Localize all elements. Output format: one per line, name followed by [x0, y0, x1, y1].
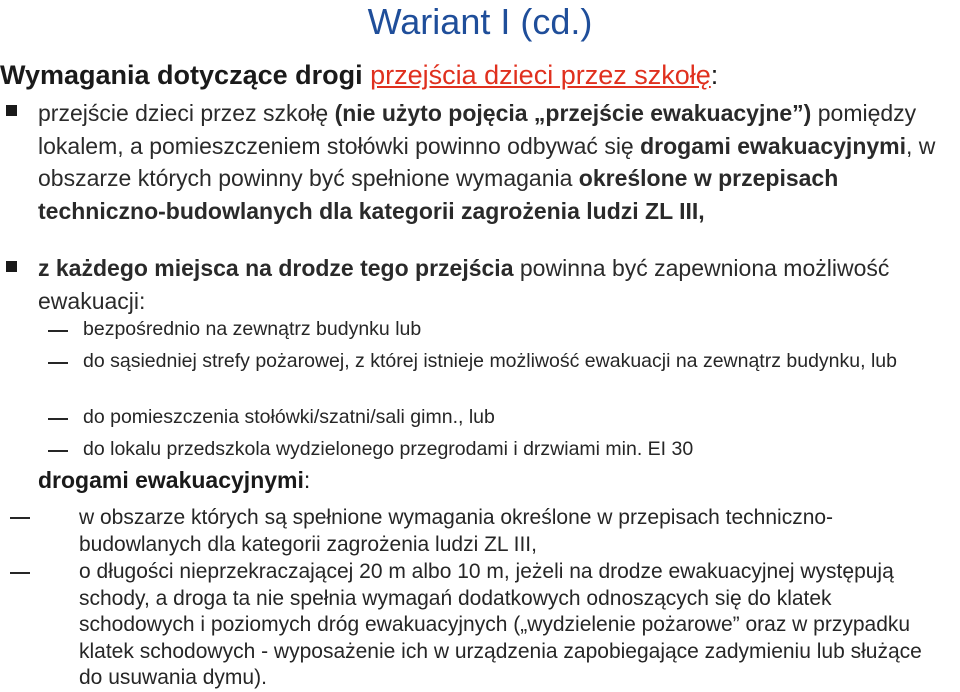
section-heading-bold: drogami ewakuacyjnymi [38, 467, 304, 493]
dash-bullet-icon [48, 330, 68, 332]
bullet-text-2 [38, 252, 958, 317]
bullet-1-bold-3: określone w przepisach techniczno-budowlanych dla kategorii zagrożenia ludzi ZL III, [38, 165, 839, 224]
dash-bullet-icon [48, 418, 68, 420]
section-item-text-2: o długości nieprzekraczającej 20 m albo 10 m, jeżeli na drodze ewakuacyjnej występują schody, a droga ta nie spełnia wymagań dodatkowych odnoszących się do klatek schodowych i poziomych dróg ewakuacyjnych („wydzielenie pożarowe” oraz w przypadku klatek schodowych - wyposażenie ich w urządzenia zapobiegające zadymieniu lub służące do usuwania dymu). [79, 560, 922, 689]
bullet-text-1 [38, 97, 958, 227]
intro-heading [0, 60, 958, 90]
bullet-2-part-1: powinna być zapewniona możliwość ewakuacji: [38, 255, 890, 314]
dash-bullet-icon [10, 517, 30, 519]
section-heading-suffix: : [303, 467, 311, 493]
bullet-1-part-1: przejście dzieci przez szkołę [38, 100, 335, 126]
section-item-text-1: w obszarze których są spełnione wymagania określone w przepisach techniczno-budowlanych dla kategorii zagrożenia ludzi ZL III, [79, 506, 834, 556]
intro-suffix: : [710, 60, 719, 90]
square-bullet-icon [6, 105, 17, 116]
dash-bullet-icon [48, 362, 68, 364]
section-heading [38, 464, 310, 496]
bullet-2-bold-1: z każdego miejsca na drodze tego przejścia [38, 255, 514, 281]
sub-item-text-4: do lokalu przedszkola wydzielonego przegrodami i drzwiami min. EI 30 [83, 438, 694, 460]
bullet-1-part-3: , w obszarze których powinny być spełnione wymagania [38, 132, 936, 191]
slide-title: Wariant I (cd.) [367, 1, 593, 42]
intro-link[interactable]: przejścia dzieci przez szkołę [370, 60, 711, 90]
dash-bullet-icon [48, 450, 68, 452]
bullet-1-part-2: pomiędzy lokalem, a pomieszczeniem stołówki powinno odbywać się [38, 100, 917, 159]
sub-item-text-3: do pomieszczenia stołówki/szatni/sali gimn., lub [83, 406, 495, 428]
square-bullet-icon [6, 261, 17, 272]
bullet-1-bold-1: (nie użyto pojęcia „przejście ewakuacyjne”) [334, 100, 812, 126]
intro-bold-text: Wymagania dotyczące drogi [0, 60, 363, 90]
sub-item-text-1: bezpośrednio na zewnątrz budynku lub [83, 318, 422, 340]
sub-item-text-2: do sąsiedniej strefy pożarowej, z której istnieje możliwość ewakuacji na zewnątrz budynku, lub [83, 350, 897, 372]
dash-bullet-icon [10, 572, 30, 574]
bullet-1-bold-2: drogami ewakuacyjnymi [640, 132, 907, 159]
